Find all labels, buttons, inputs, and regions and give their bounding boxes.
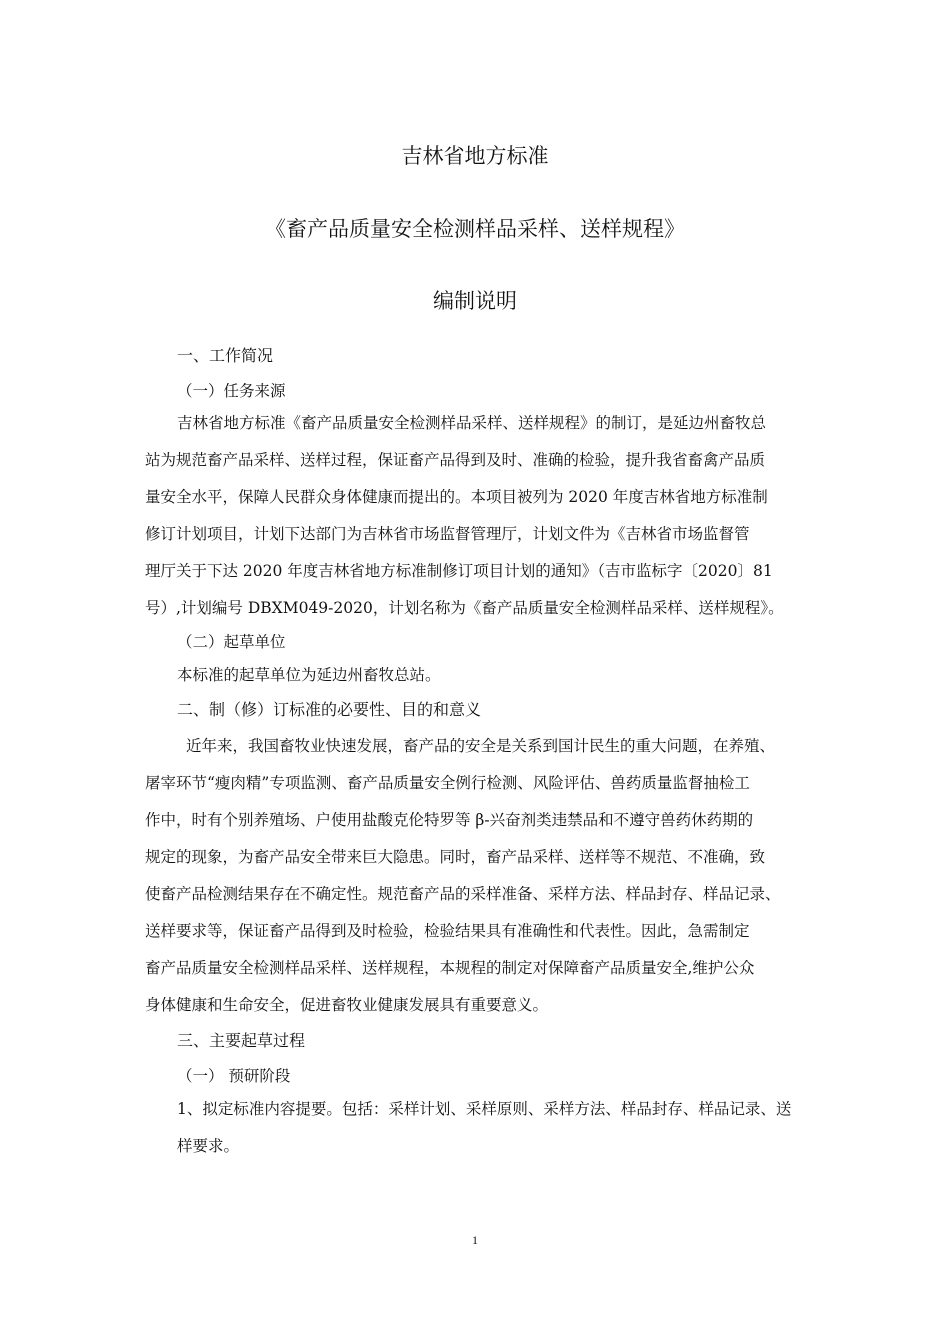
- paragraph-line: 畜产品质量安全检测样品采样、送样规程，本规程的制定对保障畜产品质量安全,维护公众: [145, 959, 755, 977]
- paragraph-line: 屠宰环节“瘦肉精”专项监测、畜产品质量安全例行检测、风险评估、兽药质量监督抽检工: [145, 774, 750, 792]
- section-heading-3: 三、主要起草过程: [177, 1031, 306, 1050]
- subsection-drafting-unit: （二）起草单位: [177, 633, 286, 651]
- paragraph-line: 量安全水平，保障人民群众身体健康而提出的。本项目被列为 2020 年度吉林省地方标准制: [145, 488, 768, 506]
- paragraph-line: 身体健康和生命安全，促进畜牧业健康发展具有重要意义。: [145, 996, 549, 1014]
- section-heading-1: 一、工作简况: [177, 346, 274, 365]
- paragraph-line: 规定的现象，为畜产品安全带来巨大隐患。同时，畜产品采样、送样等不规范、不准确，致: [145, 848, 766, 866]
- paragraph-line: 样要求。: [177, 1137, 240, 1155]
- doc-title-standard: 吉林省地方标准: [401, 144, 549, 168]
- paragraph-line: 修订计划项目，计划下达部门为吉林省市场监督管理厅，计划文件为《吉林省市场监督管: [145, 525, 750, 543]
- paragraph-line: 1、拟定标准内容提要。包括：采样计划、采样原则、采样方法、样品封存、样品记录、送: [177, 1100, 792, 1118]
- subsection-task-source: （一）任务来源: [177, 382, 286, 400]
- paragraph-line: 号）,计划编号 DBXM049-2020，计划名称为《畜产品质量安全检测样品采样、送样规程》。: [145, 599, 784, 617]
- paragraph-line: 送样要求等，保证畜产品得到及时检验，检验结果具有准确性和代表性。因此，急需制定: [145, 922, 750, 940]
- paragraph-line: 使畜产品检测结果存在不确定性。规范畜产品的采样准备、采样方法、样品封存、样品记录、: [145, 885, 781, 903]
- doc-title-explanation: 编制说明: [433, 289, 517, 313]
- subsection-preliminary-research: （一） 预研阶段: [177, 1067, 291, 1085]
- doc-title-name: 《畜产品质量安全检测样品采样、送样规程》: [265, 217, 685, 241]
- paragraph-line: 理厅关于下达 2020 年度吉林省地方标准制修订项目计划的通知》（吉市监标字〔2020〕81: [145, 562, 773, 580]
- page-number: 1: [472, 1233, 478, 1247]
- paragraph-drafting-unit: 本标准的起草单位为延边州畜牧总站。: [177, 666, 441, 684]
- paragraph-line: 站为规范畜产品采样、送样过程，保证畜产品得到及时、准确的检验，提升我省畜禽产品质: [145, 451, 766, 469]
- paragraph-line: 作中，时有个别养殖场、户使用盐酸克伦特罗等 β-兴奋剂类违禁品和不遵守兽药休药期的: [145, 811, 754, 829]
- paragraph-line: 吉林省地方标准《畜产品质量安全检测样品采样、送样规程》的制订，是延边州畜牧总: [177, 414, 767, 432]
- section-heading-2: 二、制（修）订标准的必要性、目的和意义: [177, 700, 482, 719]
- paragraph-line: 近年来，我国畜牧业快速发展，畜产品的安全是关系到国计民生的重大问题，在养殖、: [186, 737, 776, 755]
